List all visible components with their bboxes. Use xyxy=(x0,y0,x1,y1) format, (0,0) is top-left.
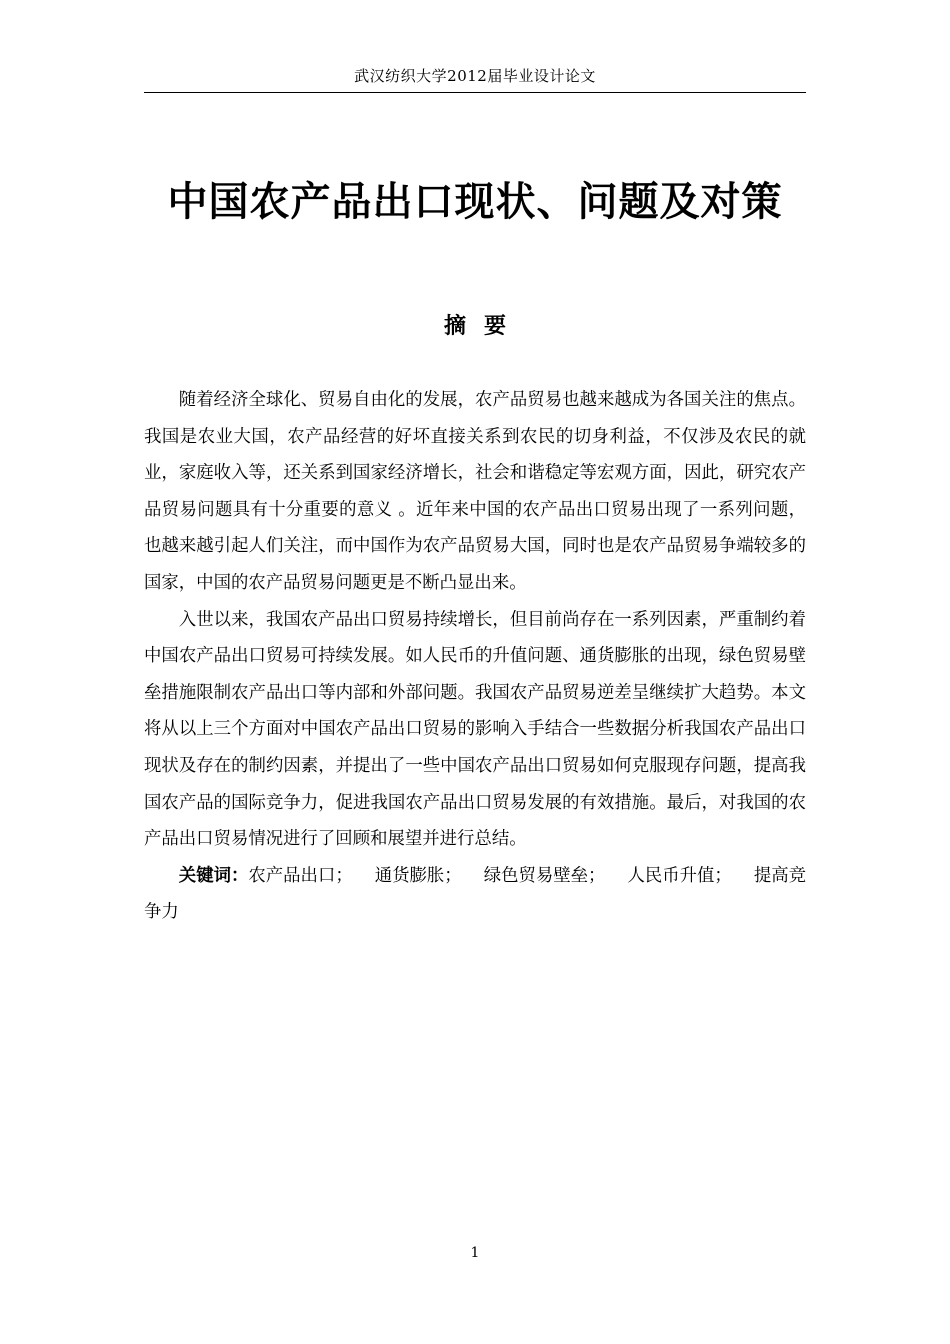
paper-title: 中国农产品出口现状、问题及对策 xyxy=(167,178,783,225)
keyword-3: 绿色贸易壁垒； xyxy=(483,865,606,886)
abstract-body xyxy=(144,382,806,931)
page-number: 1 xyxy=(470,1245,480,1261)
header-rule xyxy=(144,92,806,93)
keyword-5: 提高竞争力 xyxy=(144,865,806,923)
keyword-4: 人民币升值； xyxy=(627,865,732,886)
keywords-line xyxy=(144,858,806,931)
running-header: 武汉纺织大学2012届毕业设计论文 xyxy=(354,67,596,85)
keywords-label: 关键词： xyxy=(178,865,249,886)
keyword-2: 通货膨胀； xyxy=(374,865,462,886)
abstract-paragraph-2: 入世以来，我国农产品出口贸易持续增长，但目前尚存在一系列因素，严重制约着中国农产品出口贸易可持续发展。如人民币的升值问题、通货膨胀的出现，绿色贸易壁垒措施限制农产品出口等内部和外部问题。我国农产品贸易逆差呈继续扩大趋势。本文将从以上三个方面对中国农产品出口贸易的影响入手结合一些数据分析我国农产品出口现状及存在的制约因素，并提出了一些中国农产品出口贸易如何克服现存问题，提高我国农产品的国际竞争力，促进我国农产品出口贸易发展的有效措施。最后，对我国的农产品出口贸易情况进行了回顾和展望并进行总结。 xyxy=(144,609,806,850)
abstract-heading: 摘要 xyxy=(443,313,524,339)
abstract-paragraph-1: 随着经济全球化、贸易自由化的发展，农产品贸易也越来越成为各国关注的焦点。我国是农业大国，农产品经营的好坏直接关系到农民的切身利益，不仅涉及农民的就业，家庭收入等，还关系到国家经济增长，社会和谐稳定等宏观方面，因此，研究农产品贸易问题具有十分重要的意义 。近年来中国的农产品出口贸易出现了一系列问题，也越来越引起人们关注，而中国作为农产品贸易大国，同时也是农产品贸易争端较多的国家，中国的农产品贸易问题更是不断凸显出来。 xyxy=(144,390,806,593)
keyword-1: 农产品出口； xyxy=(248,865,353,886)
